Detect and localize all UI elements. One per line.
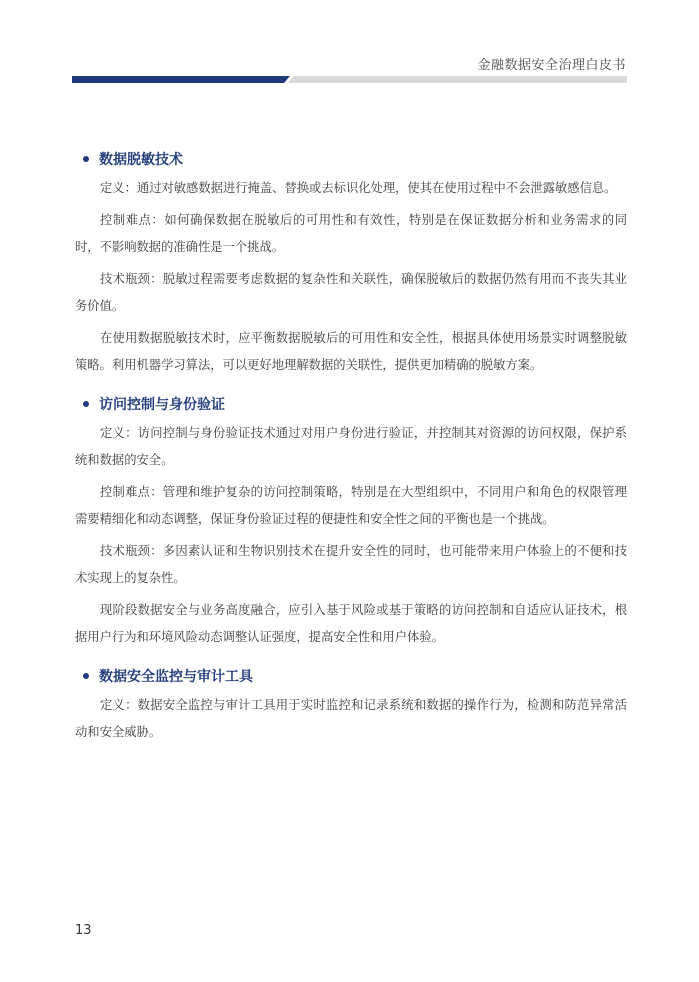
bullet-icon xyxy=(83,673,89,679)
section-heading xyxy=(75,393,627,415)
main-content xyxy=(75,148,627,760)
paragraph: 定义：访问控制与身份验证技术通过对用户身份进行验证，并控制其对资源的访问权限，保护系统和数据的安全。 xyxy=(75,426,627,467)
paragraph: 定义：数据安全监控与审计工具用于实时监控和记录系统和数据的操作行为，检测和防范异常活动和安全威胁。 xyxy=(75,698,627,739)
section-heading-text: 数据脱敏技术 xyxy=(99,152,183,168)
paragraph: 现阶段数据安全与业务高度融合，应引入基于风险或基于策略的访问控制和自适应认证技术，根据用户行为和环境风险动态调整认证强度，提高安全性和用户体验。 xyxy=(75,603,627,644)
document-title: 金融数据安全治理白皮书 xyxy=(477,58,626,73)
paragraph: 控制难点：如何确保数据在脱敏后的可用性和有效性，特别是在保证数据分析和业务需求的同时，不影响数据的准确性是一个挑战。 xyxy=(75,213,627,254)
paragraph: 定义：通过对敏感数据进行掩盖、替换或去标识化处理，使其在使用过程中不会泄露敏感信息。 xyxy=(100,181,617,195)
header-bar-grey-segment xyxy=(288,76,627,83)
section-heading-text: 访问控制与身份验证 xyxy=(99,397,225,413)
section-heading xyxy=(75,665,627,687)
section-heading-text: 数据安全监控与审计工具 xyxy=(99,669,253,685)
section-data-masking xyxy=(75,148,627,379)
paragraph: 控制难点：管理和维护复杂的访问控制策略，特别是在大型组织中，不同用户和角色的权限管理需要精细化和动态调整，保证身份验证过程的便捷性和安全性之间的平衡也是一个挑战。 xyxy=(75,485,627,526)
section-security-monitoring xyxy=(75,665,627,746)
header-bar-blue-segment xyxy=(72,76,290,83)
bullet-icon xyxy=(83,401,89,407)
header-accent-bar xyxy=(72,76,627,83)
section-heading xyxy=(75,148,627,170)
bullet-icon xyxy=(83,156,89,162)
section-access-control xyxy=(75,393,627,651)
paragraph: 技术瓶颈：脱敏过程需要考虑数据的复杂性和关联性，确保脱敏后的数据仍然有用而不丧失其业务价值。 xyxy=(75,272,627,313)
paragraph: 技术瓶颈：多因素认证和生物识别技术在提升安全性的同时，也可能带来用户体验上的不便和技术实现上的复杂性。 xyxy=(75,544,627,585)
paragraph: 在使用数据脱敏技术时，应平衡数据脱敏后的可用性和安全性，根据具体使用场景实时调整脱敏策略。利用机器学习算法，可以更好地理解数据的关联性，提供更加精确的脱敏方案。 xyxy=(75,331,627,372)
page-number: 13 xyxy=(75,923,92,938)
